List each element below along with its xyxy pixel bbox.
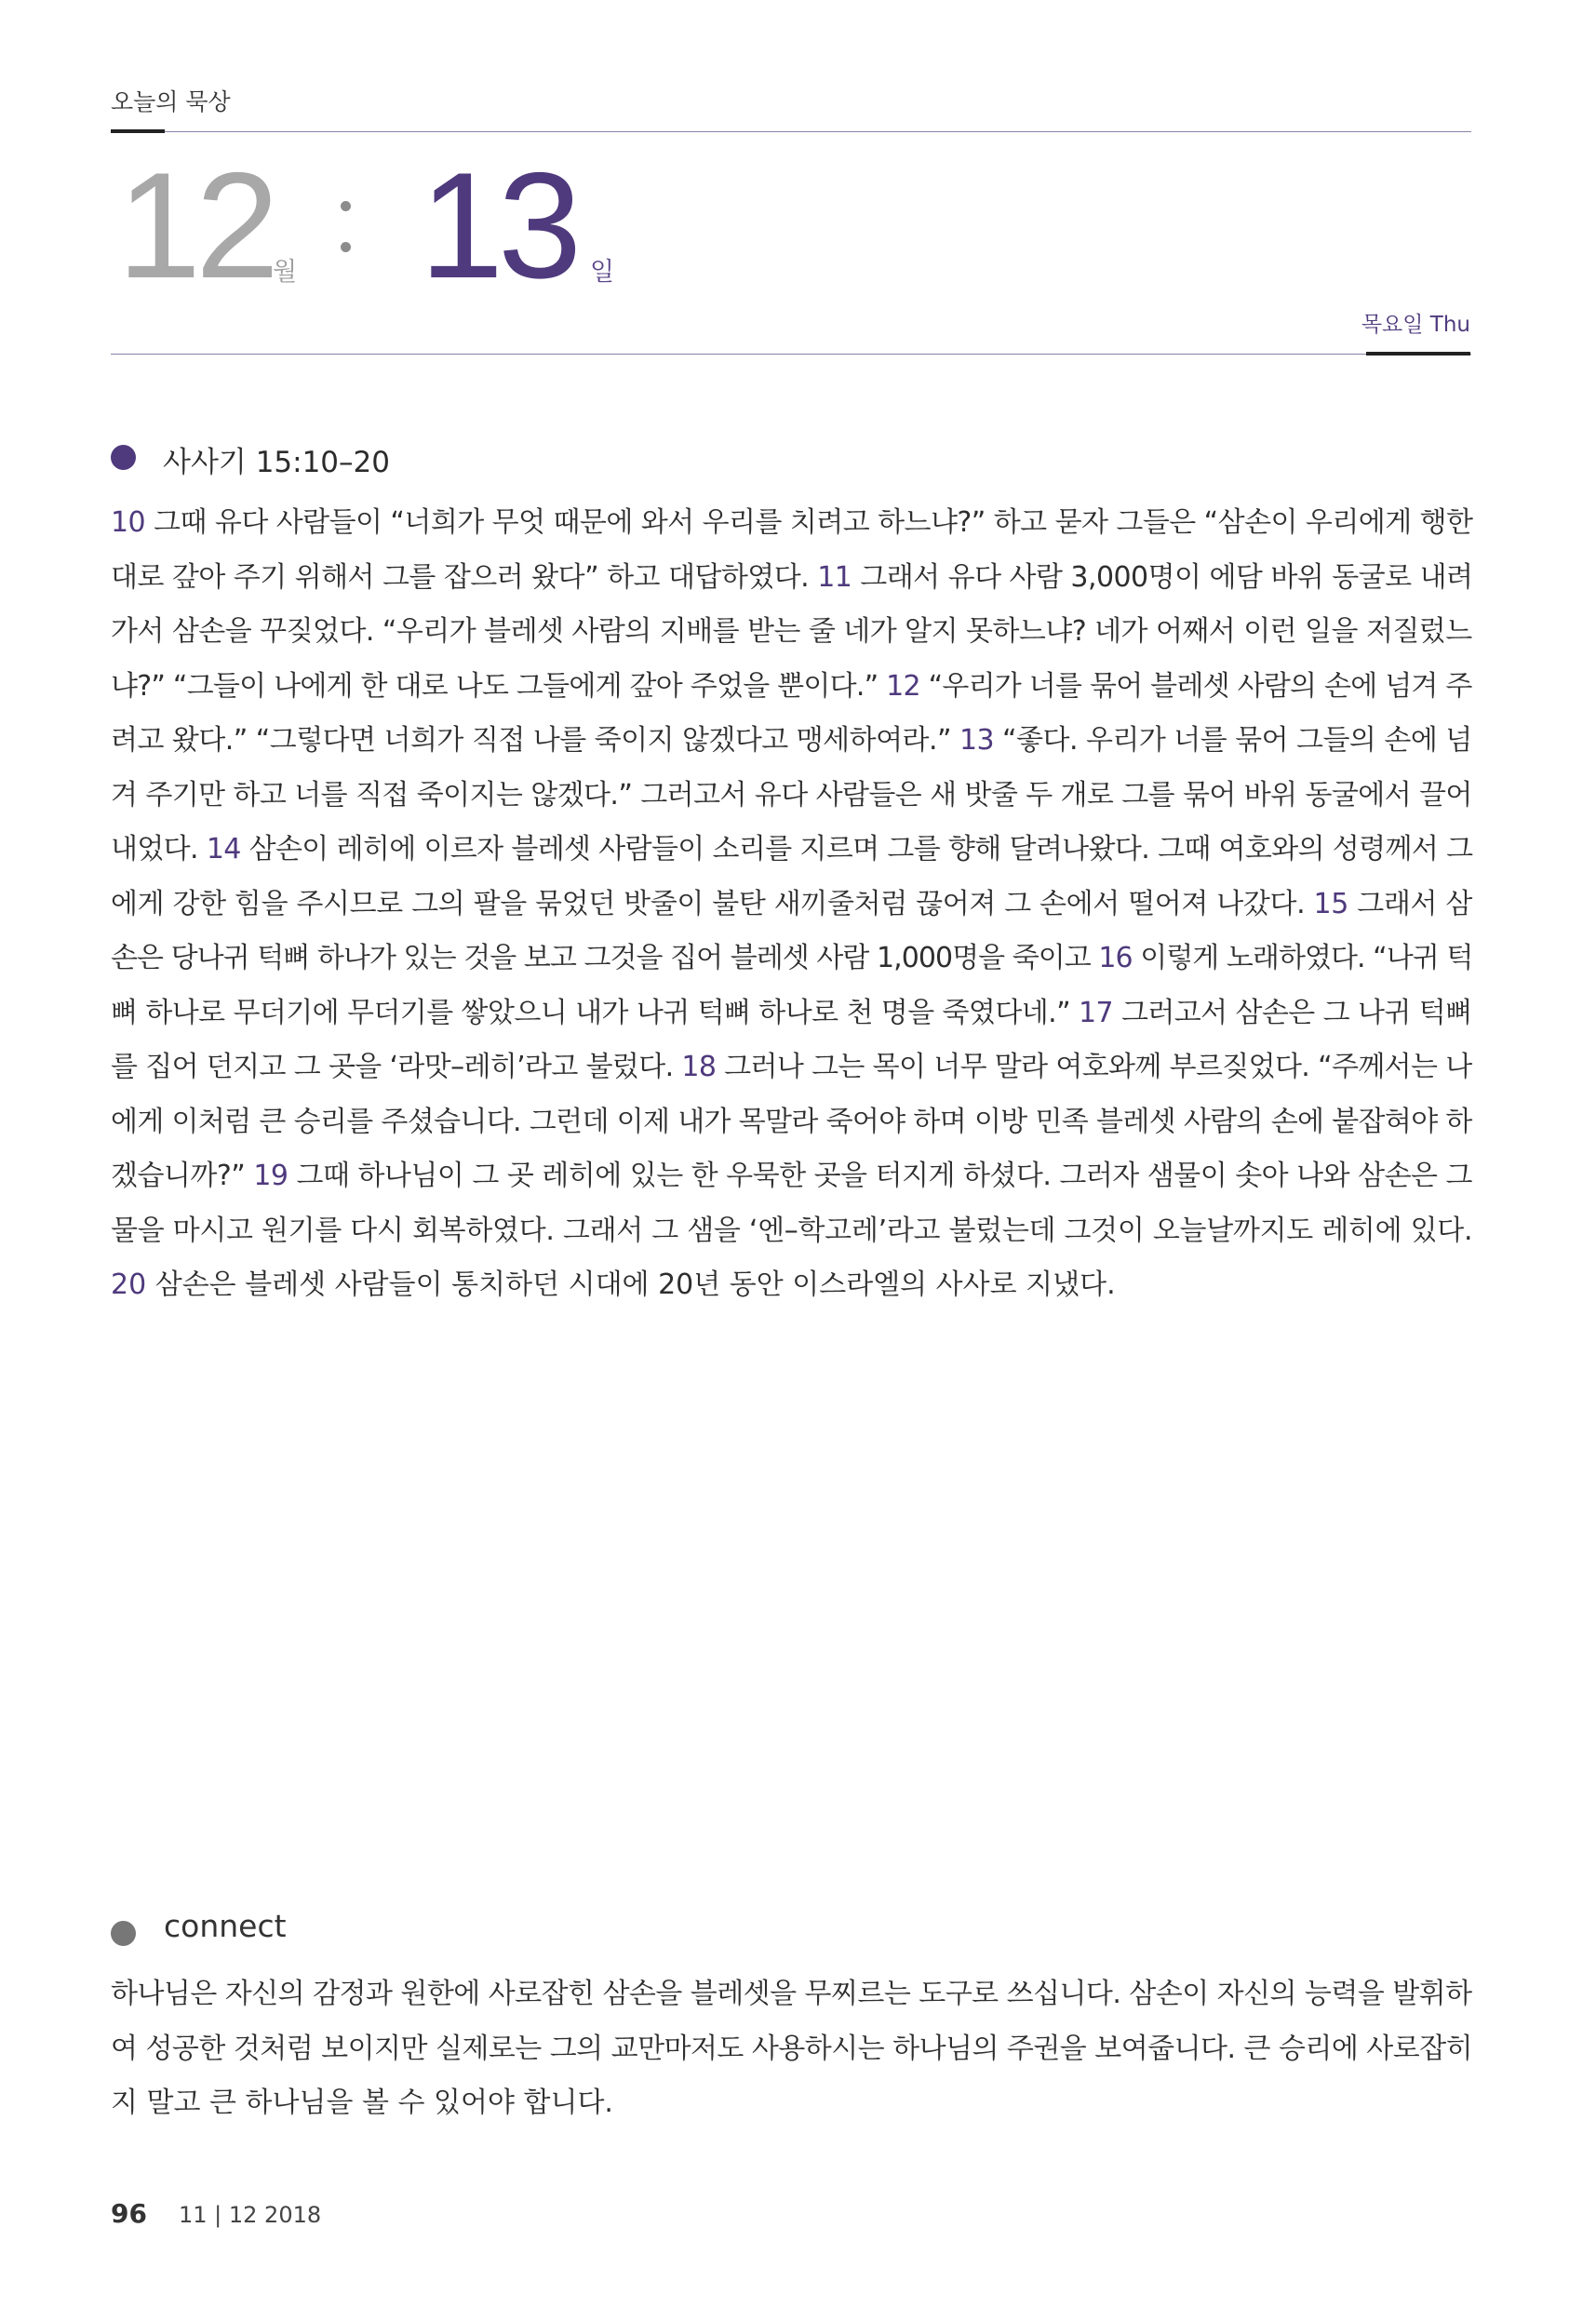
day-unit: 일 [590,258,615,287]
scripture-line [111,1095,1472,1150]
verse-number: 20 [111,1268,147,1301]
scripture-line [111,551,1472,606]
verse-text: 그래서 유다 사람 3,000명이 에담 바위 동굴로 내려 [852,560,1473,594]
connect-line: 지 말고 큰 하나님을 볼 수 있어야 합니다. [111,2087,613,2119]
scripture-line [111,1040,1472,1095]
verse-text: 냐?” “그들이 나에게 한 대로 나도 그들에게 갚아 주었을 뿐이다.” [111,669,887,703]
verse-number: 12 [886,669,920,703]
verse-text: 려고 왔다.” “그렇다면 너희가 직접 나를 죽이지 않겠다고 맹세하여라.” [111,724,959,757]
connect-line: 여 성공한 것처럼 보이지만 실제로는 그의 교만마저도 사용하시는 하나님의 주권을 보여줍니다. 큰 승리에 사로잡히 [111,2032,1473,2065]
header-divider-accent [111,129,165,133]
reading-bullet-icon [111,445,136,470]
weekday-label: 목요일 Thu [1361,313,1470,337]
verse-text: 그래서 삼 [1348,887,1472,920]
verse-text: 삼손이 레히에 이르자 블레셋 사람들이 소리를 지르며 그를 향해 달려나왔다. 그때 여호와의 성령께서 그 [240,833,1473,866]
connect-line: 하나님은 자신의 감정과 원한에 사로잡힌 삼손을 블레셋을 무찌르는 도구로 쓰십니다. 삼손이 자신의 능력을 발휘하 [111,1978,1472,2010]
verse-number: 10 [111,506,146,539]
verse-text: “좋다. 우리가 너를 묶어 그들의 손에 넘 [994,724,1472,757]
verse-text: 뼈 하나로 무더기에 무더기를 쌓았으니 내가 나귀 턱뼈 하나로 천 명을 죽였다네.” [111,996,1079,1029]
verse-text: 가서 삼손을 꾸짖었다. “우리가 블레셋 사람의 지배를 받는 줄 네가 알지 못하느냐? 네가 어째서 이런 일을 저질렀느 [111,615,1472,648]
scripture-line [111,1204,1472,1259]
verse-text: 겨 주기만 하고 너를 직접 죽이지는 않겠다.” 그러고서 유다 사람들은 새 밧줄 두 개로 그를 묶어 바위 동굴에서 끌어 [111,778,1472,812]
verse-text: 손은 당나귀 턱뼈 하나가 있는 것을 보고 그것을 집어 블레셋 사람 1,000명을 죽이고 [111,942,1099,974]
verse-text: 그러나 그는 목이 너무 말라 여호와께 부르짖었다. “주께서는 나 [716,1051,1472,1083]
verse-text: 그러고서 삼손은 그 나귀 턱뼈 [1113,996,1472,1029]
scripture-line [111,496,1472,551]
scripture-line [111,660,1472,715]
verse-text: 를 집어 던지고 그 곳을 ‘라맛–레히’라고 불렀다. [111,1051,682,1083]
header-divider [111,131,1471,132]
month-number: 12 [117,141,275,310]
verse-text: 에게 강한 힘을 주시므로 그의 팔을 묶었던 밧줄이 불탄 새끼줄처럼 끊어져 그 손에서 떨어져 나갔다. [111,887,1314,920]
scripture-line [111,714,1472,769]
connect-text [111,1967,1472,2131]
verse-number: 11 [817,560,852,594]
scripture-reference: 사사기 15:10–20 [163,446,390,479]
scripture-line [111,1258,1472,1313]
issue-label: 11 | 12 2018 [179,2202,322,2228]
date-divider [111,354,1471,355]
verse-number: 13 [959,724,995,757]
separator-dot [341,201,351,211]
date-divider-accent [1366,352,1470,356]
section-title: 오늘의 묵상 [111,88,231,115]
scripture-line [111,932,1472,986]
month-unit: 월 [273,258,298,287]
day-number: 13 [420,141,577,310]
date-separator [341,195,352,261]
verse-text: 물을 마시고 원기를 다시 회복하였다. 그래서 그 샘을 ‘엔–학고레’라고 불렀는데 그것이 오늘날까지도 레히에 있다. [111,1214,1473,1247]
connect-bullet-icon [111,1921,136,1946]
verse-text: 내었다. [111,833,207,866]
verse-text: 그때 하나님이 그 곳 레히에 있는 한 우묵한 곳을 터지게 하셨다. 그러자 샘물이 솟아 나와 삼손은 그 [288,1160,1472,1192]
verse-text: 대로 갚아 주기 위해서 그를 잡으러 왔다” 하고 대답하였다. [111,560,818,594]
scripture-line [111,605,1472,660]
verse-number: 19 [253,1160,288,1192]
connect-heading: connect [164,1908,287,1944]
scripture-line [111,1149,1472,1204]
verse-text: 이렇게 노래하였다. “나귀 턱 [1132,942,1473,974]
verse-text: 삼손은 블레셋 사람들이 통치하던 시대에 20년 동안 이스라엘의 사사로 지냈다. [146,1268,1116,1301]
verse-number: 17 [1078,996,1113,1029]
scripture-line [111,878,1472,933]
verse-number: 16 [1098,942,1133,974]
separator-dot [341,242,351,252]
verse-text: 에게 이처럼 큰 승리를 주셨습니다. 그런데 이제 내가 목말라 죽어야 하며 이방 민족 블레셋 사람의 손에 붙잡혀야 하 [111,1105,1472,1138]
verse-number: 18 [681,1051,717,1083]
scripture-line [111,823,1472,878]
verse-text: 그때 유다 사람들이 “너희가 무엇 때문에 와서 우리를 치려고 하느냐?” 하고 묻자 그들은 “삼손이 우리에게 행한 [145,506,1473,539]
verse-text: 겠습니까?” [111,1160,254,1192]
verse-number: 15 [1313,887,1349,920]
scripture-line [111,769,1472,824]
verse-text: “우리가 너를 묶어 블레셋 사람의 손에 넘겨 주 [919,669,1472,703]
verse-number: 14 [206,833,241,866]
scripture-text [111,496,1472,1313]
page-number: 96 [111,2198,147,2229]
scripture-line [111,986,1472,1041]
